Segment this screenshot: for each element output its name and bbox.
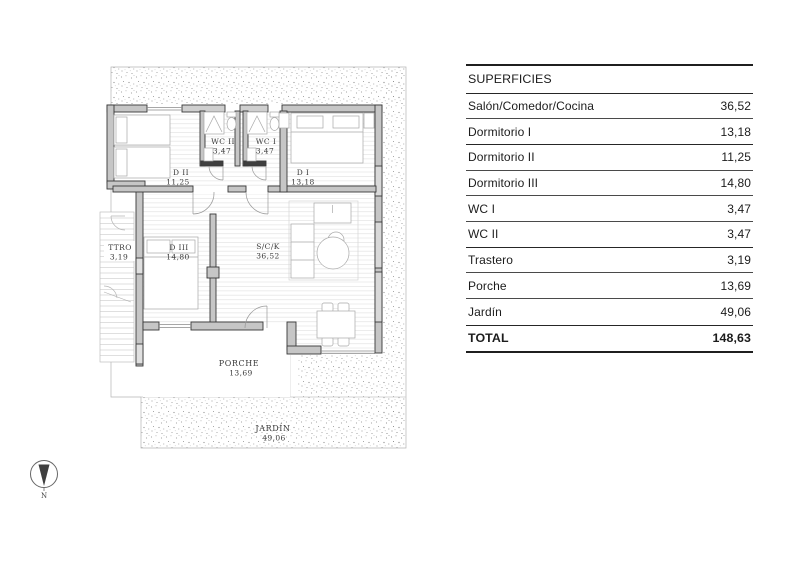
table-row [466,94,753,120]
row-label: Dormitorio II [468,150,535,165]
garden-right [382,67,406,448]
pillow-icon [116,149,127,176]
pillow-icon [116,117,127,143]
table-total-row [466,325,753,352]
room-area: 14,80 [166,252,190,262]
wall-segment [143,322,159,330]
room-area: 11,25 [166,177,190,187]
wall-segment [228,186,246,192]
stairs [100,212,134,362]
room-area: 3,19 [109,252,129,262]
row-value: 13,69 [720,278,751,293]
chair-icon [322,303,333,312]
row-value: 14,80 [720,175,751,190]
window [136,344,143,364]
room-label-sck [256,242,280,261]
room-label-wc1 [256,137,276,156]
door-lintel [201,161,223,166]
wall-segment [282,105,382,112]
north-arrow [31,461,58,501]
table-row [466,222,753,248]
room-name: D III [169,243,189,252]
table-row [466,171,753,197]
window [136,258,143,274]
room-area: 3,47 [212,146,232,156]
garden-terrace [298,355,382,397]
nightstand-icon [279,113,289,128]
table-row [466,145,753,171]
wall-segment [287,346,321,354]
row-value: 36,52 [720,98,751,113]
room-name: PORCHE [218,359,260,368]
room-name: JARDÍN [255,424,291,433]
row-label: Dormitorio I [468,124,532,139]
pillow-icon [147,240,170,253]
row-value: 3,47 [727,227,751,242]
wall-segment [191,322,263,330]
chair-icon [338,303,349,312]
toilet-icon [227,112,236,117]
row-value: 3,19 [727,252,751,267]
row-value: 49,06 [720,304,751,319]
nightstand-icon [364,113,374,128]
row-label: WC II [468,227,499,242]
north-label: N [40,492,48,500]
room-name: S/C/K [256,242,280,251]
dining-table-icon [317,311,355,338]
room-area: 13,69 [229,368,253,378]
wall-pier [207,267,219,278]
total-value: 148,63 [712,331,751,346]
table-row [466,196,753,222]
room-area: 49,06 [262,433,286,443]
toilet-icon [270,112,279,117]
wall-segment [235,111,240,166]
table-row [466,273,753,299]
garden-top [111,67,406,105]
row-label: Jardín [468,304,502,319]
row-value: 11,25 [721,150,751,165]
row-label: Salón/Comedor/Cocina [468,98,595,113]
sink-icon [204,148,213,161]
sink-icon [247,148,256,161]
table-row [466,299,753,325]
room-area: 13,18 [291,177,315,187]
porch-floor [143,331,290,397]
room-name: WC II [211,137,235,146]
room-name: D I [296,168,310,177]
total-label: TOTAL [468,331,509,346]
chair-icon [322,337,333,346]
wall-segment [107,105,114,183]
room-area: 36,52 [256,251,280,261]
wall-segment [136,189,143,366]
sofa-icon [291,224,314,278]
round-table-icon [317,237,349,269]
chair-icon [338,337,349,346]
pillow-icon [333,116,359,128]
room-name: WC I [255,137,277,146]
table-row [466,248,753,274]
room-label-d3 [166,243,189,262]
row-label: WC I [468,201,496,216]
room-area: 3,47 [255,146,275,156]
table-header: SUPERFICIES [468,72,552,87]
window [375,222,382,268]
row-value: 3,47 [727,201,751,216]
room-name: TTRO [108,243,132,252]
row-label: Porche [468,278,507,293]
table-row [466,119,753,145]
row-value: 13,18 [720,124,751,139]
wall-segment [113,186,193,192]
surfaces-table [466,64,753,353]
row-label: Dormitorio III [468,175,539,190]
window [375,272,382,322]
toilet-icon [270,118,279,131]
toilet-icon [227,118,236,131]
pillow-icon [297,116,323,128]
row-label: Trastero [468,252,514,267]
room-name: D II [173,168,189,177]
door-lintel [244,161,266,166]
table-header-row [466,66,753,94]
